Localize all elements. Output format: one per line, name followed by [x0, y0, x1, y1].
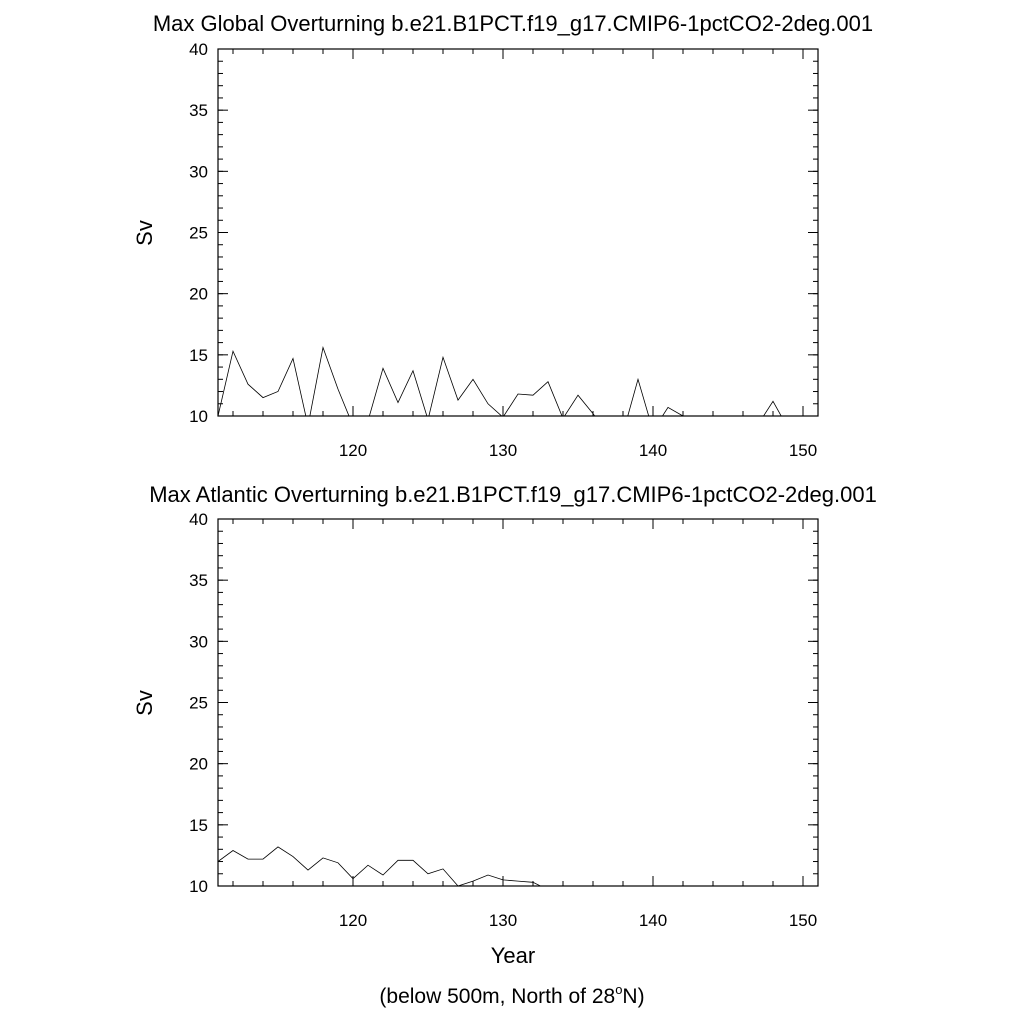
y-tick-label: 25: [189, 223, 208, 243]
series-line: [218, 847, 803, 906]
y-axis-label: Sv: [132, 220, 157, 246]
series-line: [218, 348, 803, 435]
y-tick-label: 15: [189, 815, 208, 835]
x-tick-label: 150: [788, 441, 818, 460]
y-tick-label: 10: [189, 407, 208, 426]
y-tick-label: 35: [189, 571, 208, 591]
x-axis-label: Year: [490, 943, 536, 968]
global-overturning-panel: [132, 11, 873, 460]
y-axis-label: Sv: [132, 690, 157, 716]
plot-frame: [218, 49, 818, 416]
x-tick-label: 120: [338, 441, 368, 460]
y-tick-label: 35: [189, 101, 208, 121]
footnote: (below 500m, North of 28$^o$N): [379, 982, 645, 1008]
y-tick-label: 30: [189, 632, 208, 652]
x-tick-label: 120: [338, 911, 368, 930]
y-tick-label: 20: [189, 754, 208, 774]
chart-title: Max Global Overturning b.e21.B1PCT.f19_g17.CMIP6-1pctCO2-2deg.001: [152, 11, 874, 36]
y-tick-label: 30: [189, 162, 208, 182]
x-tick-label: 150: [788, 911, 818, 930]
x-tick-label: 130: [488, 911, 518, 930]
plot-frame: [218, 519, 818, 886]
chart-title: Max Atlantic Overturning b.e21.B1PCT.f19_g17.CMIP6-1pctCO2-2deg.001: [149, 482, 877, 507]
y-tick-label: 40: [189, 40, 208, 59]
atlantic-overturning-panel: [132, 482, 877, 968]
x-tick-label: 140: [638, 911, 668, 930]
y-tick-label: 15: [189, 345, 208, 365]
x-tick-label: 130: [488, 441, 518, 460]
y-tick-label: 20: [189, 284, 208, 304]
y-tick-label: 40: [189, 510, 208, 529]
y-tick-label: 25: [189, 693, 208, 713]
x-tick-label: 140: [638, 441, 668, 460]
y-tick-label: 10: [189, 877, 208, 896]
